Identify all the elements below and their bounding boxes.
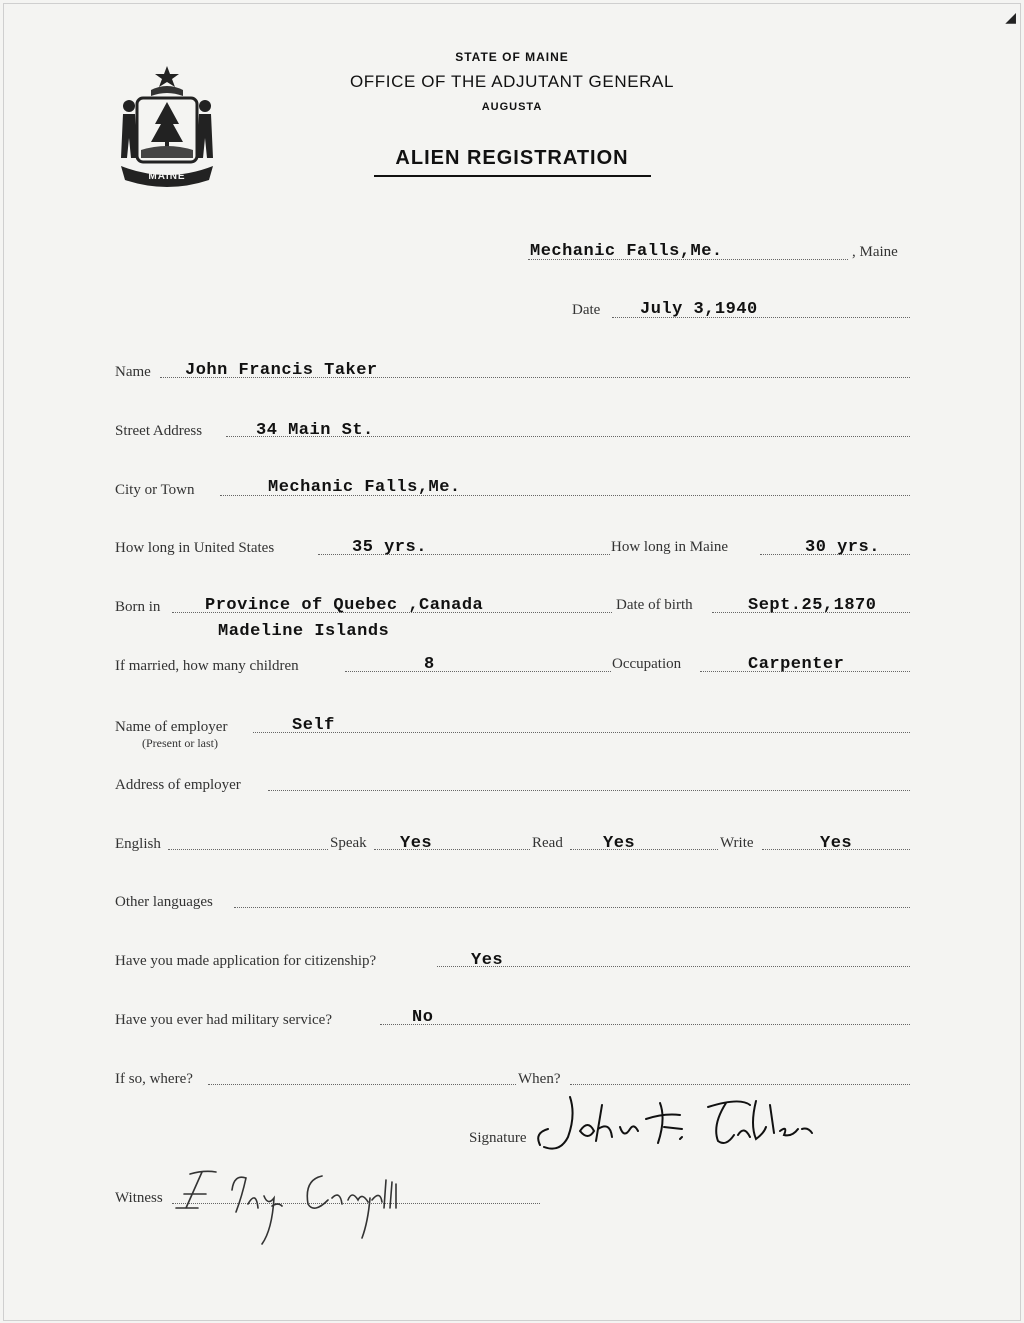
write-value: Yes xyxy=(820,834,853,853)
date-label: Date xyxy=(572,302,601,318)
when-label: When? xyxy=(518,1071,561,1087)
witness-handwriting xyxy=(172,1160,432,1255)
occupation-label: Occupation xyxy=(612,656,682,672)
occupation-value: Carpenter xyxy=(748,655,845,674)
state-heading: STATE OF MAINE xyxy=(455,50,569,64)
street-label: Street Address xyxy=(115,423,203,439)
city-value: Mechanic Falls,Me. xyxy=(268,478,461,497)
name-value: John Francis Taker xyxy=(185,361,378,380)
corner-mark: ◢ xyxy=(1005,11,1016,26)
military-label: Have you ever had military service? xyxy=(115,1012,332,1028)
other-languages-label: Other languages xyxy=(115,894,213,910)
born-value-line2: Madeline Islands xyxy=(218,622,390,641)
where-dotted-line xyxy=(208,1083,516,1085)
children-label: If married, how many children xyxy=(115,658,299,674)
name-label: Name xyxy=(115,364,151,380)
us-duration-value: 35 yrs. xyxy=(352,538,427,557)
place-value: Mechanic Falls,Me. xyxy=(530,242,723,261)
english-dotted-line xyxy=(168,848,328,850)
where-label: If so, where? xyxy=(115,1071,193,1087)
born-value: Province of Quebec ,Canada xyxy=(205,596,484,615)
maine-duration-label: How long in Maine xyxy=(611,539,729,555)
witness-label: Witness xyxy=(115,1190,163,1206)
read-value: Yes xyxy=(603,834,636,853)
maine-seal-icon xyxy=(113,62,221,192)
signature-handwriting xyxy=(530,1085,830,1160)
other-languages-dotted-line xyxy=(234,906,910,908)
street-value: 34 Main St. xyxy=(256,421,374,440)
us-duration-label: How long in United States xyxy=(115,540,275,556)
citizenship-value: Yes xyxy=(471,951,504,970)
military-dotted-line xyxy=(380,1023,910,1025)
write-label: Write xyxy=(720,835,754,851)
maine-duration-value: 30 yrs. xyxy=(805,538,880,557)
city-label: City or Town xyxy=(115,482,195,498)
military-value: No xyxy=(412,1008,434,1027)
employer-dotted-line xyxy=(253,731,910,733)
speak-dotted-line xyxy=(374,848,530,850)
children-dotted-line xyxy=(345,670,611,672)
born-label: Born in xyxy=(115,599,161,615)
svg-text:MAINE: MAINE xyxy=(148,171,186,182)
employer-label: Name of employer xyxy=(115,719,228,735)
speak-label: Speak xyxy=(330,835,367,851)
read-dotted-line xyxy=(570,848,718,850)
citizenship-dotted-line xyxy=(437,965,910,967)
office-heading: OFFICE OF THE ADJUTANT GENERAL xyxy=(349,72,675,91)
citizenship-label: Have you made application for citizenship? xyxy=(115,953,377,969)
dob-value: Sept.25,1870 xyxy=(748,596,877,615)
dob-label: Date of birth xyxy=(616,597,693,613)
title-underline xyxy=(374,175,651,177)
form-title: ALIEN REGISTRATION xyxy=(395,147,629,169)
place-suffix-label: , Maine xyxy=(852,244,898,260)
english-label: English xyxy=(115,836,161,852)
children-value: 8 xyxy=(424,655,435,674)
city-heading: AUGUSTA xyxy=(481,101,543,113)
date-value: July 3,1940 xyxy=(640,300,758,319)
read-label: Read xyxy=(532,835,563,851)
employer-address-dotted-line xyxy=(268,789,910,791)
speak-value: Yes xyxy=(400,834,433,853)
employer-value: Self xyxy=(292,716,335,735)
employer-address-label: Address of employer xyxy=(115,777,241,793)
signature-label: Signature xyxy=(469,1130,527,1146)
employer-sublabel: (Present or last) xyxy=(142,736,218,750)
